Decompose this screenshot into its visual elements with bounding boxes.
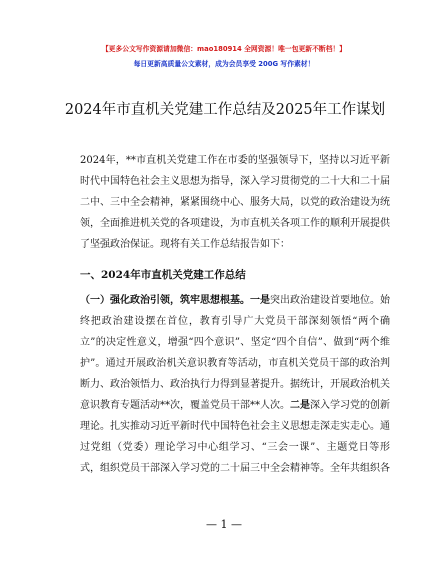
point-1-text: 突出政治建设首要地位。始终把政治建设摆在首位，教育引导广大党员干部深刻领悟“两个确立”的决定性意义，增强“四个意识”、坚定“四个自信”、做到“两个维护”。通过开展政治机关意识教育等活动，市直机关党员干部的政治判断力、政治领悟力、政治执行力得到显著提升。据统计，开展政治机关意识教育专题活动**次，覆盖党员干部**人次。 [80, 295, 390, 411]
intro-text: 2024年，**市直机关党建工作在市委的坚强领导下，坚持以习近平新时代中国特色社会主义思想为指导，深入学习贯彻党的二十大和二十届二中、三中全会精神，紧紧围绕中心、服务大局，以党的政治建设为统领，全面推进机关党的各项建设，为市直机关各项工作的顺利开展提供了坚强政治保证。现将有关工作总结报告如下： [80, 155, 390, 250]
sub-section-paragraph [60, 290, 390, 479]
promo-banner-line-2: 每日更新高质量公文素材，成为会员享受 200G 写作素材！ [133, 60, 315, 68]
page-number: — 1 — [206, 518, 242, 531]
sub-heading: （一）强化政治引领，筑牢思想根基。 [80, 295, 250, 306]
section-heading: 一、2024年市直机关党建工作总结 [80, 269, 246, 281]
promo-banner-line-1: 【更多公文写作资源请加微信：mao180914 全网资源！唯一包更新不断档！】 [101, 45, 347, 53]
section-body [60, 290, 390, 479]
point-2-text: 深入学习党的创新理论。扎实推动习近平新时代中国特色社会主义思想走深走实走心。通过党组（党委）理论学习中心组学习、“三会一课”、主题党日等形式，组织党员干部深入学习党的二十届三中全会精神等。全年共组织各 [80, 400, 390, 474]
point-2-label: 二是 [290, 400, 310, 411]
point-1-label: 一是 [250, 295, 270, 306]
intro-paragraph [60, 150, 390, 255]
document-title: 2024年市直机关党建工作总结及2025年工作谋划 [64, 102, 386, 118]
